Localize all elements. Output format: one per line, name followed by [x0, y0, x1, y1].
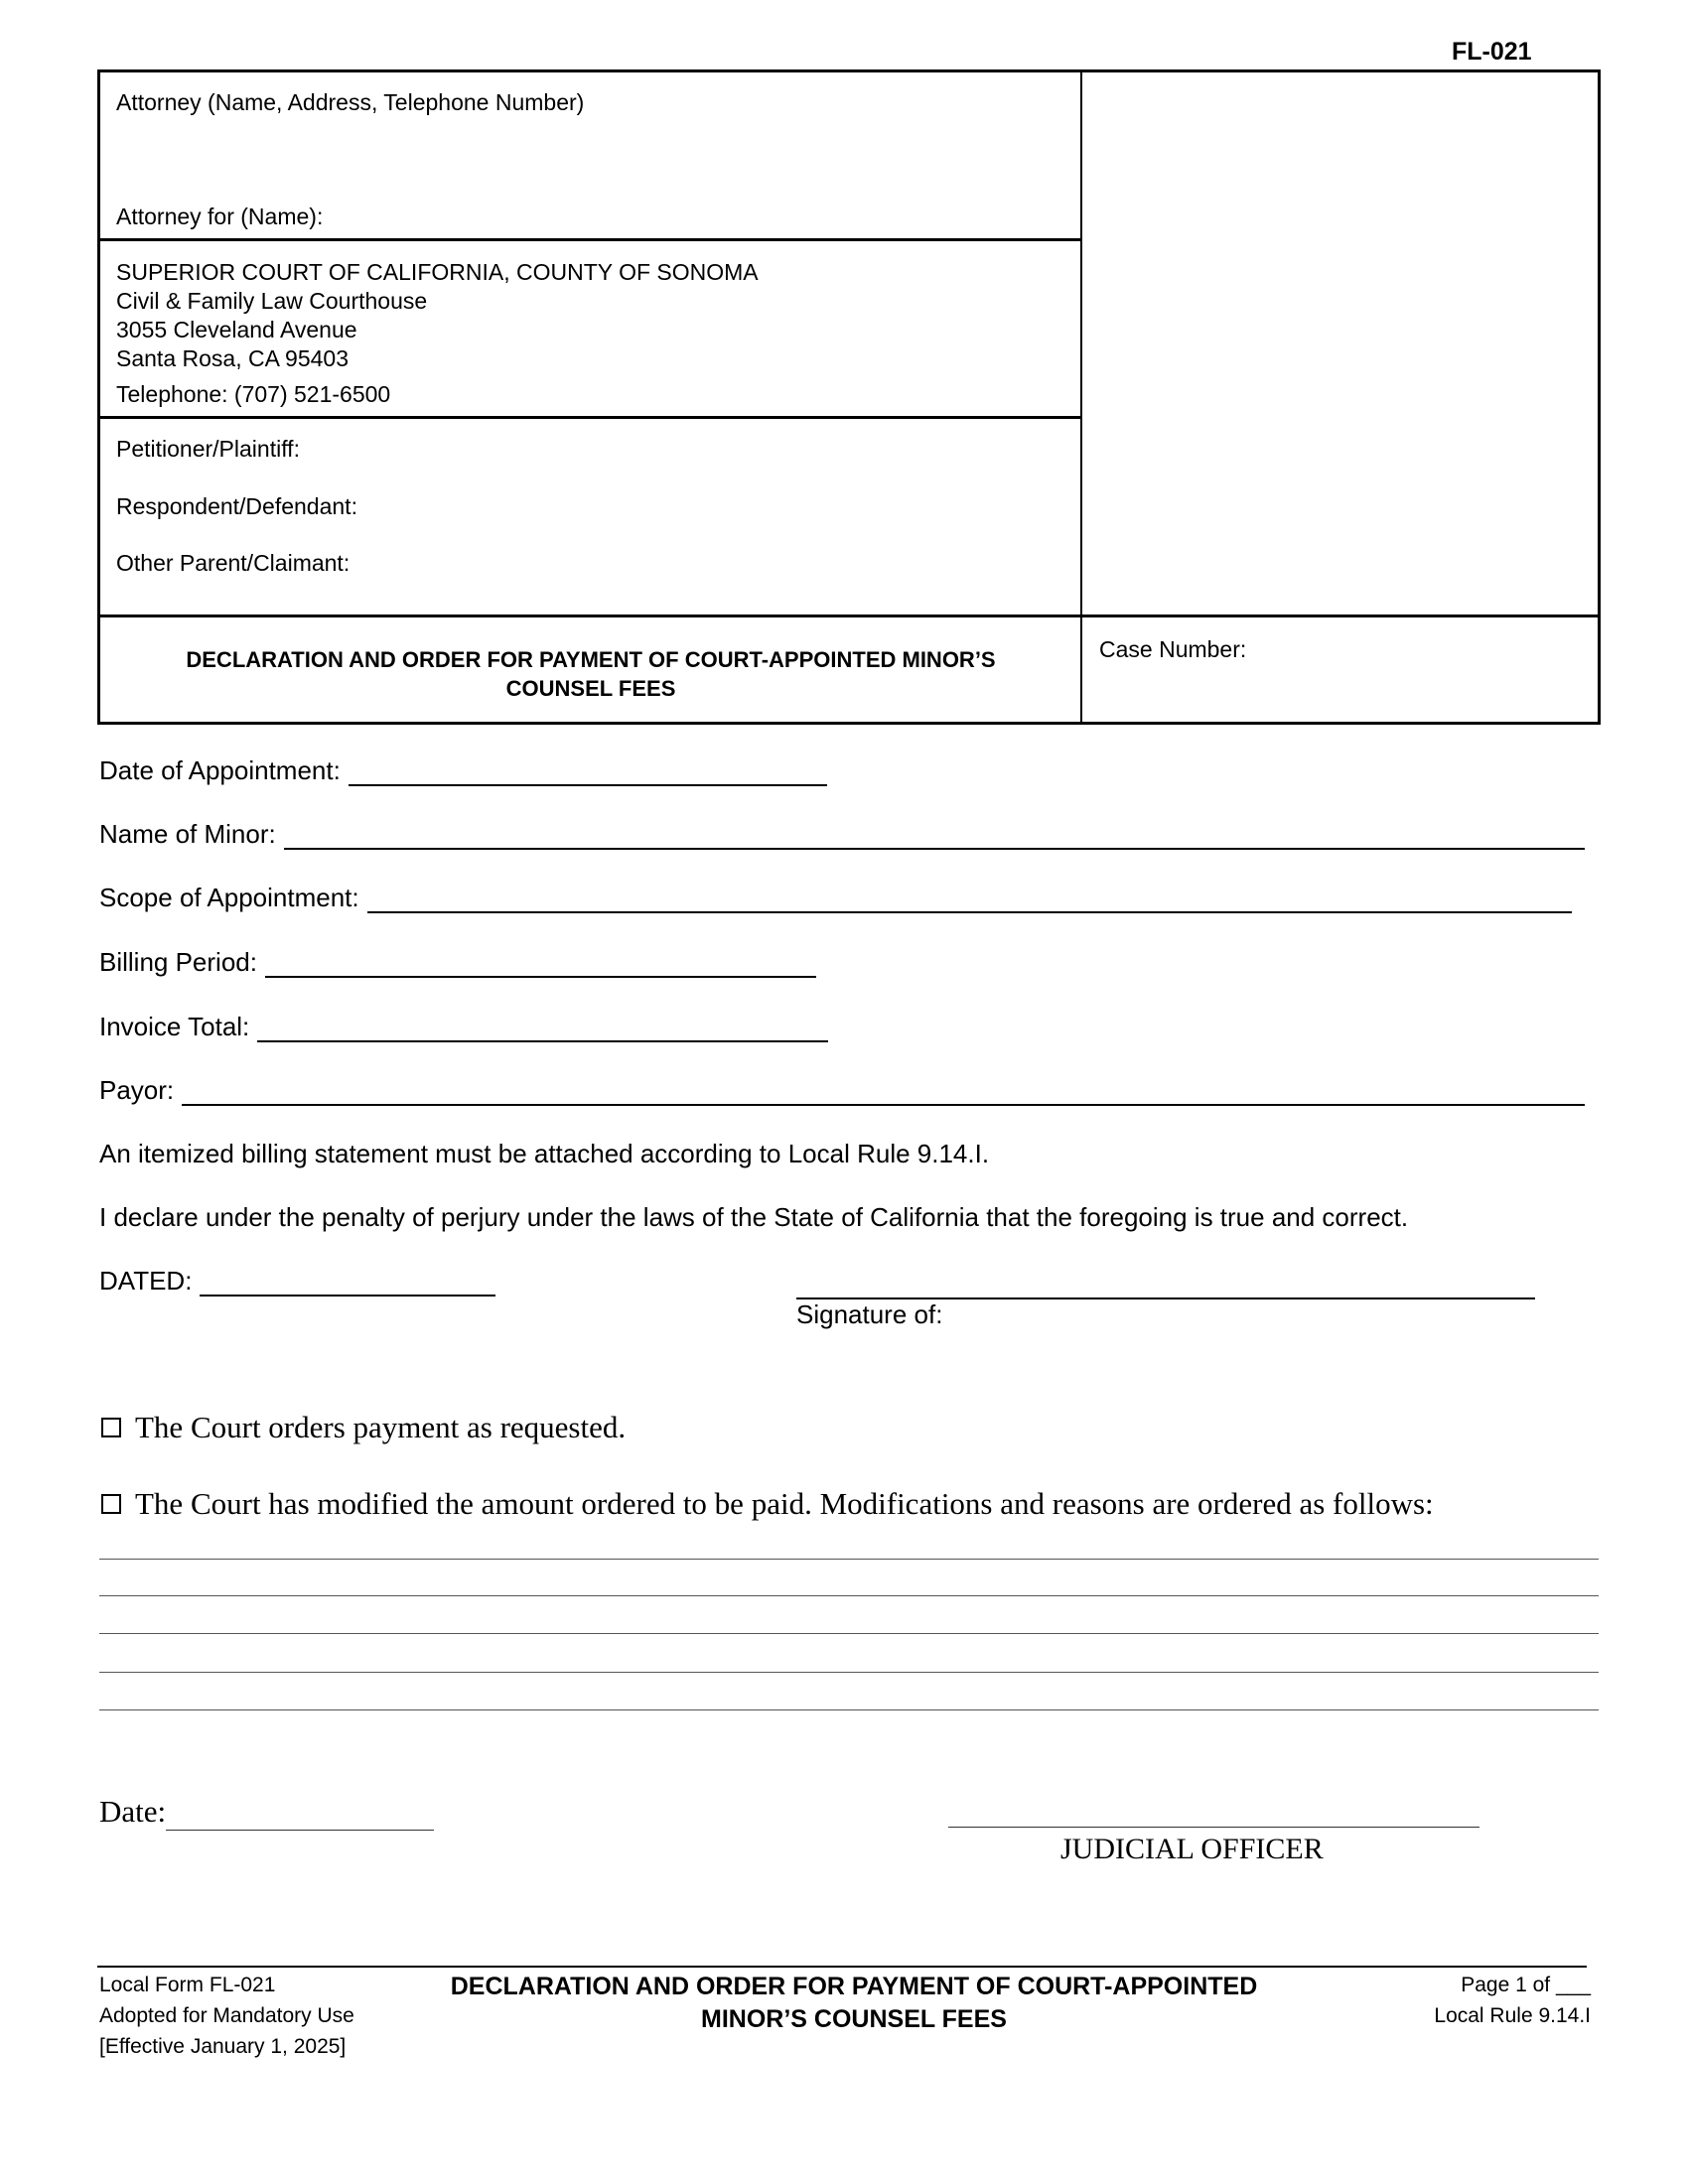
caption-divider: [1080, 69, 1082, 725]
footer-local-form: Local Form FL-021: [99, 1974, 276, 1996]
form-number: FL-021: [1452, 38, 1532, 66]
date-of-appointment-field[interactable]: [99, 754, 827, 786]
footer-title-line2: MINOR’S COUNSEL FEES: [701, 2005, 1007, 2033]
modification-line-1[interactable]: [99, 1559, 1599, 1560]
order-date-line[interactable]: [166, 1800, 434, 1831]
payor-line[interactable]: [182, 1078, 1585, 1106]
invoice-total-field[interactable]: [99, 1011, 828, 1042]
invoice-total-label: Invoice Total:: [99, 1012, 250, 1041]
footer-adopted: Adopted for Mandatory Use: [99, 2004, 354, 2027]
order-date-label: Date:: [99, 1794, 167, 1829]
scope-of-appointment-field[interactable]: [99, 882, 1572, 913]
order-option-1[interactable]: [101, 1409, 626, 1446]
footer-effective: [Effective January 1, 2025]: [99, 2035, 347, 2058]
billing-period-line[interactable]: [265, 950, 816, 978]
judicial-officer-label: JUDICIAL OFFICER: [1060, 1833, 1324, 1865]
attorney-for-label: Attorney for (Name):: [116, 204, 324, 229]
court-city: Santa Rosa, CA 95403: [116, 345, 349, 371]
caption-rule-parties: [97, 614, 1601, 617]
scope-of-appointment-label: Scope of Appointment:: [99, 883, 359, 912]
scope-of-appointment-line[interactable]: [367, 886, 1572, 913]
dated-label: DATED:: [99, 1266, 193, 1296]
footer-title-line1: DECLARATION AND ORDER FOR PAYMENT OF COURT-APPOINTED: [450, 1973, 1258, 2000]
name-of-minor-field[interactable]: [99, 818, 1585, 850]
modification-line-3[interactable]: [99, 1633, 1599, 1634]
footer-title: [367, 1971, 1340, 2036]
signature-label: Signature of:: [796, 1299, 943, 1329]
footer-left: [99, 1970, 354, 2062]
court-name: SUPERIOR COURT OF CALIFORNIA, COUNTY OF SONOMA: [116, 259, 759, 285]
dated-line[interactable]: [200, 1269, 495, 1297]
court-building: Civil & Family Law Courthouse: [116, 288, 428, 314]
attorney-label: Attorney (Name, Address, Telephone Number): [116, 89, 585, 115]
court-address: [116, 258, 759, 373]
caption-rule-court: [97, 416, 1082, 419]
caption-rule-attorney: [97, 238, 1082, 241]
declaration-text: I declare under the penalty of perjury under the laws of the State of California that the foregoing is true and correct.: [99, 1202, 1409, 1232]
modification-line-4[interactable]: [99, 1672, 1599, 1673]
payor-field[interactable]: [99, 1074, 1585, 1106]
court-telephone: Telephone: (707) 521-6500: [116, 381, 391, 407]
order-option-2-label: The Court has modified the amount ordered to be paid. Modifications and reasons are ordered as follows:: [135, 1486, 1434, 1521]
payor-label: Payor:: [99, 1075, 175, 1105]
name-of-minor-label: Name of Minor:: [99, 819, 276, 849]
court-street: 3055 Cleveland Avenue: [116, 317, 357, 342]
other-parent-label: Other Parent/Claimant:: [116, 550, 351, 576]
date-of-appointment-label: Date of Appointment:: [99, 755, 341, 785]
form-title: [99, 645, 1082, 703]
order-date-field[interactable]: [99, 1793, 434, 1831]
modification-line-5[interactable]: [99, 1709, 1599, 1710]
footer-right: [1434, 1970, 1591, 2031]
invoice-total-line[interactable]: [257, 1015, 828, 1042]
billing-note: An itemized billing statement must be attached according to Local Rule 9.14.I.: [99, 1139, 990, 1168]
order-option-1-checkbox[interactable]: [101, 1418, 121, 1437]
footer-rule: [97, 1966, 1587, 1968]
judicial-officer-signature-line[interactable]: [948, 1827, 1479, 1828]
order-option-2-checkbox[interactable]: [101, 1494, 121, 1514]
dated-field[interactable]: [99, 1265, 495, 1297]
petitioner-label: Petitioner/Plaintiff:: [116, 436, 300, 462]
footer-rule-ref: Local Rule 9.14.I: [1434, 2004, 1591, 2027]
case-number-label: Case Number:: [1099, 636, 1247, 662]
respondent-label: Respondent/Defendant:: [116, 493, 357, 519]
billing-period-field[interactable]: [99, 946, 816, 978]
billing-period-label: Billing Period:: [99, 947, 257, 977]
form-title-line1: DECLARATION AND ORDER FOR PAYMENT OF COURT-APPOINTED MINOR’S: [186, 647, 996, 672]
modification-line-2[interactable]: [99, 1595, 1599, 1596]
date-of-appointment-line[interactable]: [349, 758, 827, 786]
order-option-2[interactable]: [101, 1485, 1434, 1523]
order-option-1-label: The Court orders payment as requested.: [135, 1410, 627, 1444]
form-title-line2: COUNSEL FEES: [505, 676, 676, 701]
footer-page: Page 1 of ___: [1461, 1974, 1591, 1996]
name-of-minor-line[interactable]: [284, 822, 1585, 850]
